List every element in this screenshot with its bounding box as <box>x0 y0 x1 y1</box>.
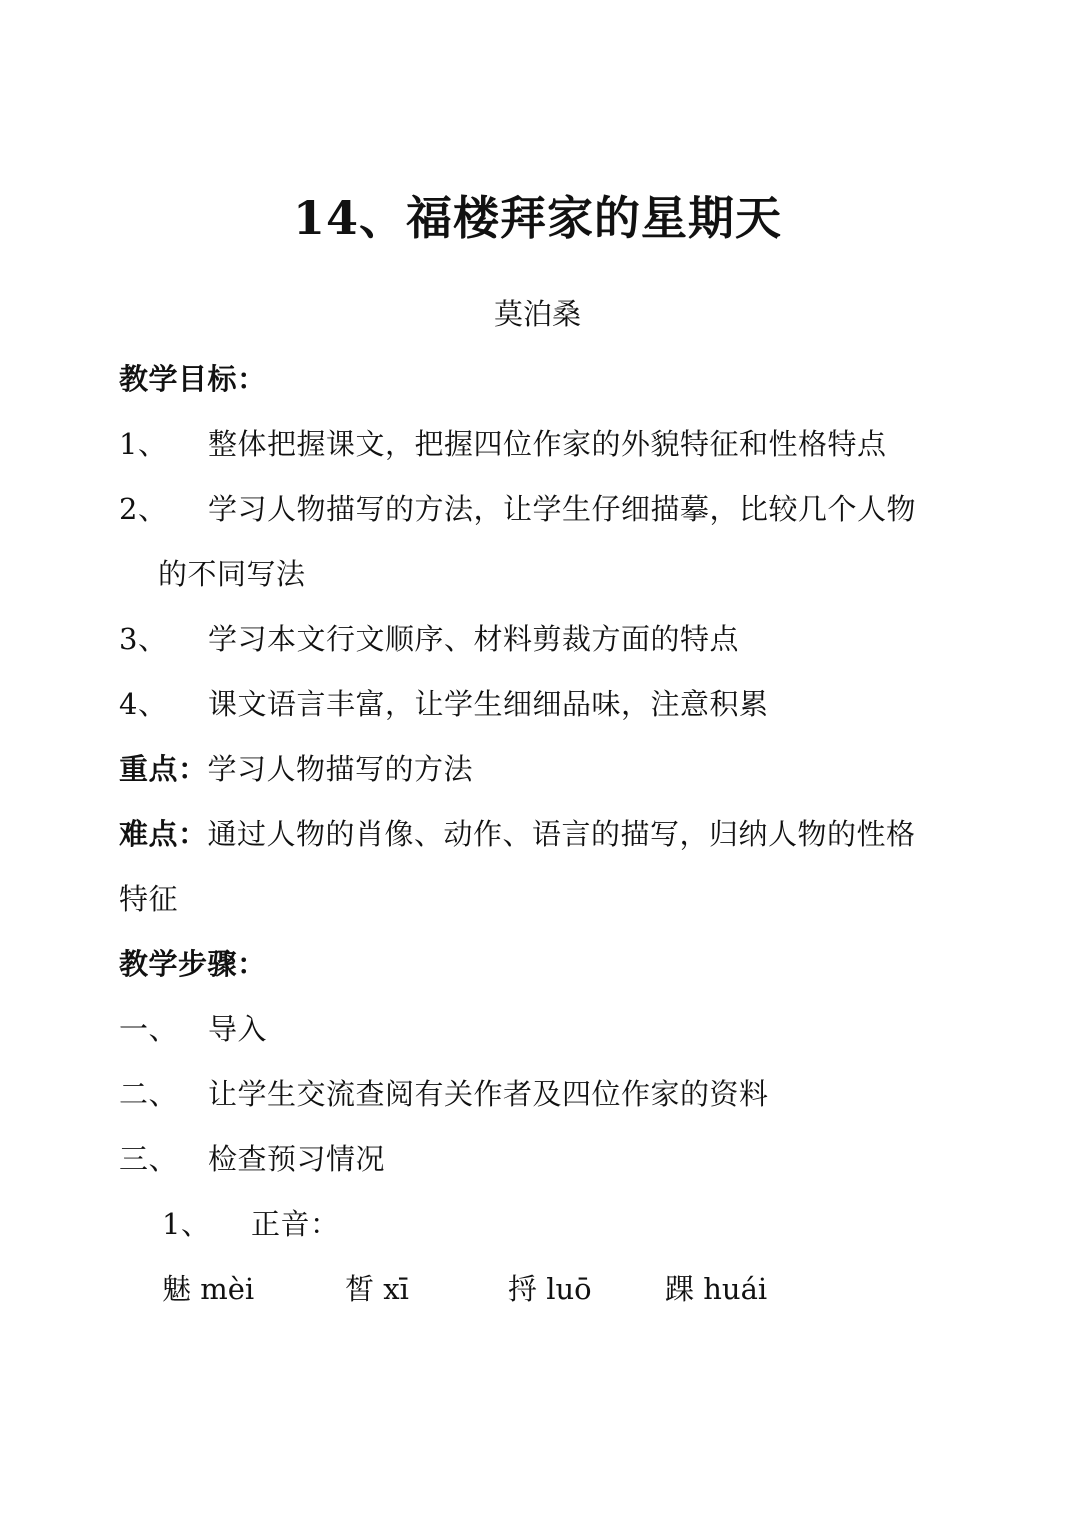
objective-number: 1、 <box>119 427 168 461</box>
objectives-heading: 教学目标： <box>119 362 267 396</box>
objective-item <box>119 489 916 529</box>
objective-number: 3、 <box>119 622 168 656</box>
objective-number: 4、 <box>119 687 168 721</box>
key-point <box>119 749 473 789</box>
objective-item <box>119 684 769 724</box>
sub-step-item <box>162 1204 340 1244</box>
objective-item <box>119 619 739 659</box>
difficulty <box>119 814 916 854</box>
page-title: 14、福楼拜家的星期天 <box>292 191 782 245</box>
objective-text: 学习人物描写的方法，让学生仔细描摹，比较几个人物 <box>208 492 917 526</box>
objective-text: 整体把握课文，把握四位作家的外貌特征和性格特点 <box>208 427 887 461</box>
key-point-label: 重点： <box>119 752 208 786</box>
step-item <box>119 1009 267 1049</box>
step-number: 二、 <box>119 1077 179 1111</box>
pinyin-entry: 踝 huái <box>665 1272 768 1306</box>
objective-number: 2、 <box>119 492 168 526</box>
objective-continuation: 的不同写法 <box>158 557 306 591</box>
objective-text: 课文语言丰富，让学生细细品味，注意积累 <box>208 687 769 721</box>
pinyin-entry: 魅 mèi <box>162 1272 255 1306</box>
difficulty-continuation: 特征 <box>119 882 179 916</box>
key-point-text: 学习人物描写的方法 <box>207 752 474 786</box>
sub-step-number: 1、 <box>162 1207 211 1241</box>
step-text: 检查预习情况 <box>208 1142 386 1176</box>
step-text: 让学生交流查阅有关作者及四位作家的资料 <box>208 1077 769 1111</box>
difficulty-label: 难点： <box>119 817 208 851</box>
step-item <box>119 1139 385 1179</box>
step-number: 一、 <box>119 1012 179 1046</box>
step-item <box>119 1074 769 1114</box>
sub-step-text: 正音： <box>251 1207 340 1241</box>
steps-heading: 教学步骤： <box>119 947 267 981</box>
pinyin-entry: 捋 luō <box>508 1272 592 1306</box>
objective-text: 学习本文行文顺序、材料剪裁方面的特点 <box>208 622 740 656</box>
pinyin-entry: 皙 xī <box>345 1272 409 1306</box>
difficulty-text: 通过人物的肖像、动作、语言的描写，归纳人物的性格 <box>207 817 916 851</box>
step-number: 三、 <box>119 1142 179 1176</box>
author-name: 莫泊桑 <box>493 297 581 331</box>
objective-item <box>119 424 887 464</box>
step-text: 导入 <box>208 1012 268 1046</box>
